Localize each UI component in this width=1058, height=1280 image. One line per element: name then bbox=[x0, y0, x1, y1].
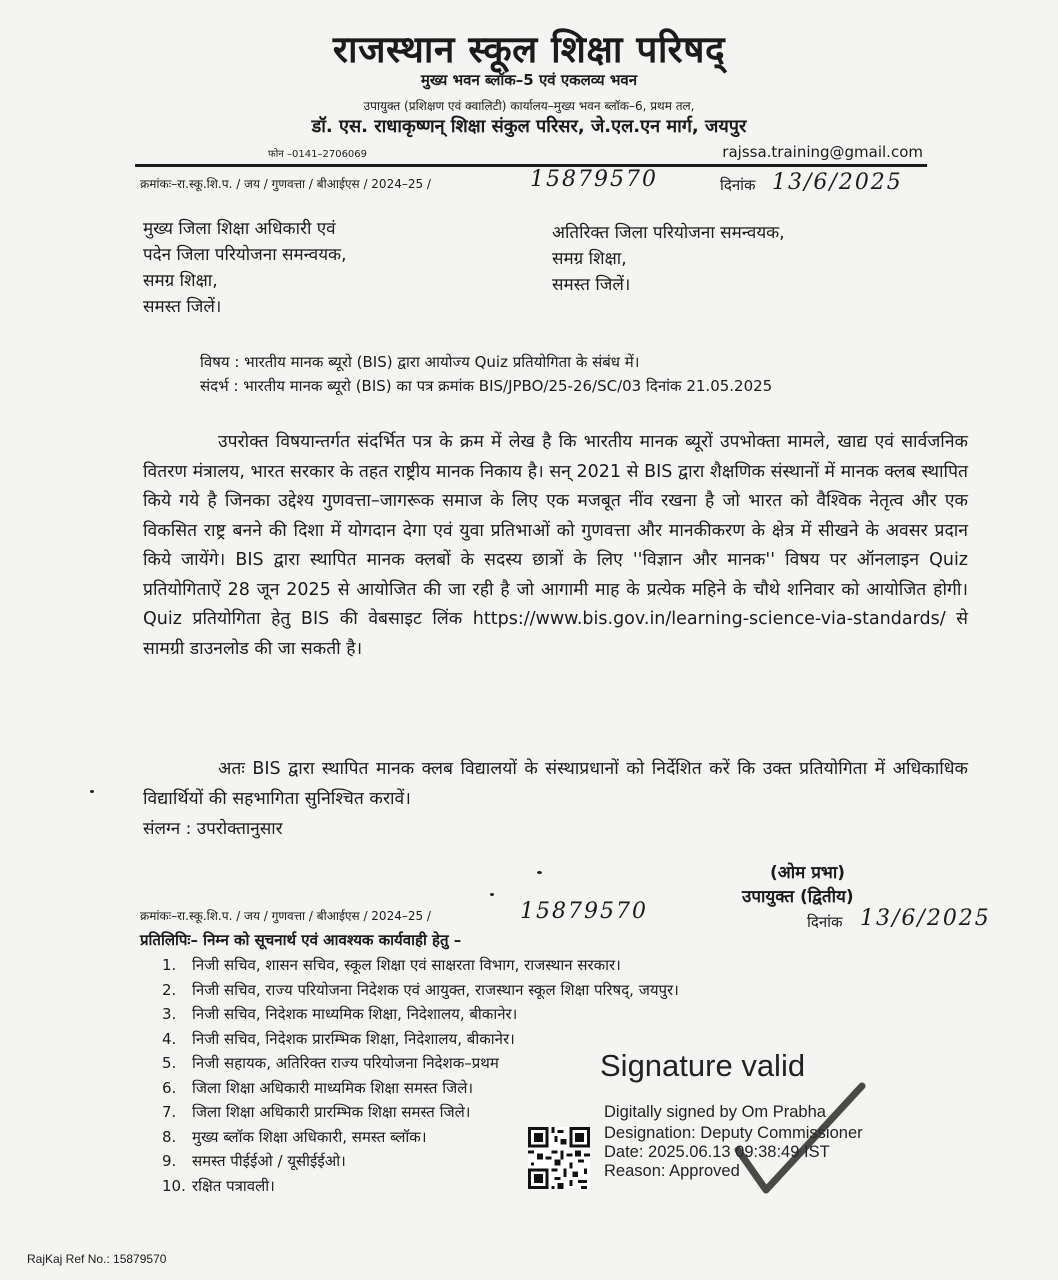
reference-prefix: क्रमांकः–रा.स्कू.शि.प. / जय / गुणवत्ता / बीआईएस / 2024–25 / bbox=[140, 177, 431, 191]
reference-number: 15879570 bbox=[530, 167, 658, 192]
header-address-line3: डॉ. एस. राधाकृष्णन् शिक्षा संकुल परिसर, जे.एल.एन मार्ग, जयपुर bbox=[311, 116, 747, 137]
list-item-number: 9. bbox=[162, 1152, 177, 1170]
addressee-left-line: समग्र शिक्षा, bbox=[143, 271, 218, 291]
body-paragraph-2 bbox=[143, 755, 968, 814]
date-label: दिनांक bbox=[720, 176, 756, 194]
list-item bbox=[162, 1174, 679, 1199]
list-item-text: मुख्य ब्लॉक शिक्षा अधिकारी, समस्त ब्लॉक। bbox=[192, 1127, 427, 1146]
addressee-right-line: अतिरिक्त जिला परियोजना समन्वयक, bbox=[552, 223, 785, 243]
list-item-number: 7. bbox=[162, 1103, 177, 1121]
phone-number: फोन –0141–2706069 bbox=[268, 149, 368, 160]
copy-reference-prefix: क्रमांकः–रा.स्कू.शि.प. / जय / गुणवत्ता / बीआईएस / 2024–25 / bbox=[140, 909, 431, 923]
copy-date-label: दिनांक bbox=[807, 913, 843, 931]
list-item-text: समस्त पीईईओ / यूसीईईओ। bbox=[192, 1152, 346, 1170]
body-paragraph-1 bbox=[143, 428, 968, 664]
signature-valid-title: Signature valid bbox=[600, 1048, 806, 1083]
signatory-designation: उपायुक्त (द्वितीय) bbox=[742, 887, 854, 907]
checkmark-icon bbox=[730, 1080, 870, 1200]
addressee-right bbox=[552, 220, 785, 298]
list-item-number: 5. bbox=[162, 1054, 177, 1072]
header-address-line2: उपायुक्त (प्रशिक्षण एवं क्वालिटी) कार्यालय–मुख्य भवन ब्लॉक–6, प्रथम तल, bbox=[363, 99, 695, 113]
body-paragraph-2-text: अतः BIS द्वारा स्थापित मानक क्लब विद्यालयों के संस्थाप्रधानों को निर्देशित करें कि उक्त प्रतियोगिता में अधिकाधिक विद्यार्थियों की सहभागिता सुनिश्चित करावें। bbox=[143, 759, 968, 809]
designation-line: Designation: Deputy Commissioner bbox=[604, 1124, 863, 1142]
email-address: rajssa.training@gmail.com bbox=[722, 143, 923, 161]
list-item-number: 2. bbox=[162, 980, 177, 999]
addressee-left bbox=[143, 216, 347, 320]
list-item-text: निजी सचिव, निदेशक प्रारम्भिक शिक्षा, निदेशालय, बीकानेर। bbox=[192, 1029, 515, 1048]
list-item bbox=[162, 1125, 679, 1150]
enclosure-line: संलग्न : उपरोक्तानुसार bbox=[143, 819, 283, 839]
list-item-text: जिला शिक्षा अधिकारी प्रारम्भिक शिक्षा समस्त जिले। bbox=[192, 1103, 471, 1121]
list-item bbox=[162, 1149, 679, 1174]
organization-name: राजस्थान स्कूल शिक्षा परिषद् bbox=[332, 28, 726, 71]
list-item-number: 10. bbox=[162, 1176, 186, 1195]
addressee-left-line: समस्त जिलें। bbox=[143, 297, 222, 317]
copy-reference-number: 15879570 bbox=[520, 899, 648, 924]
list-item-number: 1. bbox=[162, 956, 177, 974]
letter-date: 13/6/2025 bbox=[772, 170, 903, 195]
list-item bbox=[162, 1100, 679, 1125]
rajkaj-reference: RajKaj Ref No.: 15879570 bbox=[27, 1252, 167, 1266]
body-paragraph-1-text: उपरोक्त विषयान्तर्गत संदर्भित पत्र के क्रम में लेख है कि भारतीय मानक ब्यूरों उपभोक्ता मामले, खाद्य एवं सार्वजनिक वितरण मंत्रालय, भारत सरकार के तहत राष्ट्रीय मानक निकाय है। सन् 2021 से BIS द्वारा शैक्षणिक संस्थानों में मानक क्लब स्थापित किये गये है जिनका उद्देश्य गुणवत्ता–जागरूक समाज के लिए एक मजबूत नींव रखना है जो भारत को वैश्विक नेतृत्व और एक विकसित राष्ट्र बनने की दिशा में योगदान देगा एवं युवा प्रतिभाओं को गुणवत्ता और मानकीकरण के क्षेत्र में सीखने के अवसर प्रदान किये जायेंगे। BIS द्वारा स्थापित मानक क्लबों के सदस्य छात्रों के लिए ''विज्ञान और मानक'' विषय पर ऑनलाइन Quiz प्रतियोगिताऐं 28 जून 2025 से आयोजित की जा रही है जो आगामी माह के प्रत्येक महिने के चौथे शनिवार को आयोजित होगी। Quiz प्रतियोगिता हेतु BIS की वेबसाइट लिंक https://www.bis.gov.in/learning-science-via-standards/ से सामग्री डाउनलोड की जा सकती है। bbox=[143, 432, 968, 659]
list-item-text: निजी सहायक, अतिरिक्त राज्य परियोजना निदेशक–प्रथम bbox=[192, 1054, 499, 1072]
copy-date: 13/6/2025 bbox=[860, 906, 991, 931]
list-item-text: निजी सचिव, निदेशक माध्यमिक शिक्षा, निदेशालय, बीकानेर। bbox=[192, 1005, 518, 1023]
addressee-right-line: समग्र शिक्षा, bbox=[552, 249, 627, 269]
stray-mark bbox=[537, 871, 542, 874]
addressee-right-line: समस्त जिलें। bbox=[552, 275, 631, 295]
addressee-left-line: पदेन जिला परियोजना समन्वयक, bbox=[143, 245, 347, 265]
signed-by-line: Digitally signed by Om Prabha bbox=[604, 1103, 826, 1121]
header-address-line1: मुख्य भवन ब्लॉक–5 एवं एकलव्य भवन bbox=[420, 71, 638, 89]
list-item-text: निजी सचिव, राज्य परियोजना निदेशक एवं आयुक्त, राजस्थान स्कूल शिक्षा परिषद्, जयपुर। bbox=[192, 980, 679, 999]
list-item-text: रक्षित पत्रावली। bbox=[192, 1176, 275, 1195]
list-item bbox=[162, 978, 679, 1003]
copy-header: प्रतिलिपिः– निम्न को सूचनार्थ एवं आवश्यक कार्यवाही हेतु – bbox=[140, 931, 462, 949]
list-item bbox=[162, 953, 679, 978]
signature-reason-line: Reason: Approved bbox=[604, 1162, 740, 1180]
list-item bbox=[162, 1002, 679, 1027]
list-item-number: 3. bbox=[162, 1005, 177, 1023]
signature-date-line: Date: 2025.06.13 09:38:49 IST bbox=[604, 1143, 830, 1161]
signatory-name: (ओम प्रभा) bbox=[770, 863, 846, 883]
addressee-left-line: मुख्य जिला शिक्षा अधिकारी एवं bbox=[143, 219, 336, 239]
context-line: संदर्भ : भारतीय मानक ब्यूरो (BIS) का पत्र क्रमांक BIS/JPBO/25-26/SC/03 दिनांक 21.05.2025 bbox=[200, 377, 773, 395]
list-item-text: निजी सचिव, शासन सचिव, स्कूल शिक्षा एवं साक्षरता विभाग, राजस्थान सरकार। bbox=[192, 956, 621, 974]
list-item-number: 6. bbox=[162, 1078, 177, 1097]
stray-mark bbox=[90, 790, 94, 793]
list-item-text: जिला शिक्षा अधिकारी माध्यमिक शिक्षा समस्त जिले। bbox=[192, 1078, 474, 1097]
list-item-number: 8. bbox=[162, 1127, 177, 1146]
stray-mark bbox=[490, 893, 494, 896]
subject-line: विषय : भारतीय मानक ब्यूरो (BIS) द्वारा आयोज्य Quiz प्रतियोगिता के संबंध में। bbox=[200, 353, 640, 371]
list-item-number: 4. bbox=[162, 1029, 177, 1048]
qr-code-icon bbox=[528, 1127, 590, 1189]
